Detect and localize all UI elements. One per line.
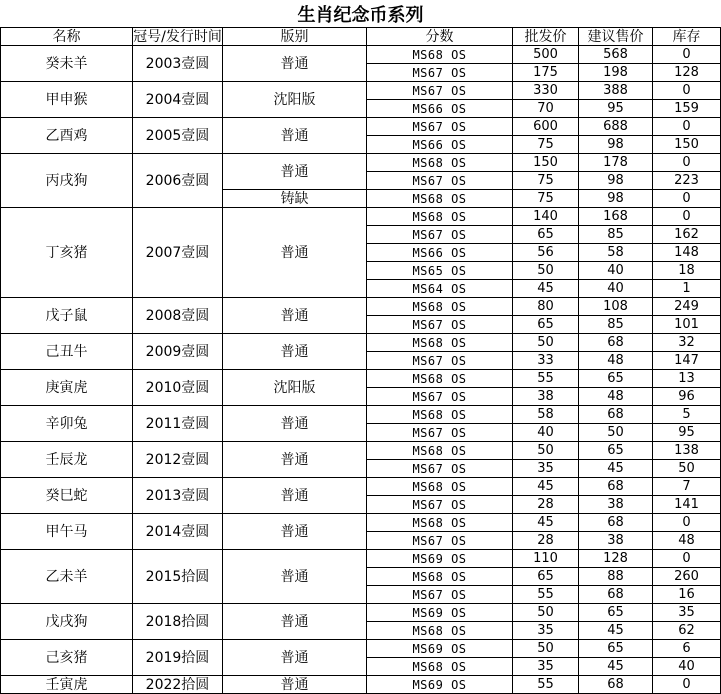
table-row xyxy=(1,334,721,352)
issue-year-cell: 2008壹圆 xyxy=(133,298,223,334)
retail-price-cell: 98 xyxy=(579,190,653,208)
retail-price-cell: 688 xyxy=(579,118,653,136)
retail-price-cell: 178 xyxy=(579,154,653,172)
retail-price-cell: 68 xyxy=(579,514,653,532)
issue-year-cell: 2014壹圆 xyxy=(133,514,223,550)
coin-name-cell: 庚寅虎 xyxy=(1,370,133,406)
retail-price-cell: 45 xyxy=(579,658,653,676)
coin-name-cell: 辛卯兔 xyxy=(1,406,133,442)
version-cell: 普通 xyxy=(223,514,367,550)
stock-cell: 141 xyxy=(653,496,721,514)
wholesale-price-cell: 55 xyxy=(513,586,579,604)
table-row xyxy=(1,676,721,694)
retail-price-cell: 50 xyxy=(579,424,653,442)
grade-cell: MS66 OS xyxy=(367,244,513,262)
wholesale-price-cell: 28 xyxy=(513,496,579,514)
stock-cell: 0 xyxy=(653,190,721,208)
table-row xyxy=(1,46,721,64)
version-cell: 普通 xyxy=(223,298,367,334)
coin-name-cell: 己丑牛 xyxy=(1,334,133,370)
header-name: 名称 xyxy=(1,28,133,46)
stock-cell: 62 xyxy=(653,622,721,640)
issue-year-cell: 2012壹圆 xyxy=(133,442,223,478)
grade-cell: MS69 OS xyxy=(367,604,513,622)
wholesale-price-cell: 50 xyxy=(513,604,579,622)
issue-year-cell: 2006壹圆 xyxy=(133,154,223,208)
issue-year-cell: 2011壹圆 xyxy=(133,406,223,442)
issue-year-cell: 2013壹圆 xyxy=(133,478,223,514)
grade-cell: MS68 OS xyxy=(367,622,513,640)
retail-price-cell: 98 xyxy=(579,136,653,154)
grade-cell: MS68 OS xyxy=(367,208,513,226)
table-row xyxy=(1,118,721,136)
coin-name-cell: 戊戌狗 xyxy=(1,604,133,640)
retail-price-cell: 68 xyxy=(579,406,653,424)
grade-cell: MS67 OS xyxy=(367,424,513,442)
grade-cell: MS67 OS xyxy=(367,172,513,190)
retail-price-cell: 58 xyxy=(579,244,653,262)
retail-price-cell: 568 xyxy=(579,46,653,64)
grade-cell: MS69 OS xyxy=(367,640,513,658)
table-row xyxy=(1,442,721,460)
table-row xyxy=(1,604,721,622)
coin-name-cell: 丁亥猪 xyxy=(1,208,133,298)
wholesale-price-cell: 50 xyxy=(513,262,579,280)
stock-cell: 128 xyxy=(653,64,721,82)
version-cell: 普通 xyxy=(223,640,367,676)
grade-cell: MS68 OS xyxy=(367,568,513,586)
stock-cell: 48 xyxy=(653,532,721,550)
wholesale-price-cell: 35 xyxy=(513,658,579,676)
retail-price-cell: 108 xyxy=(579,298,653,316)
wholesale-price-cell: 80 xyxy=(513,298,579,316)
retail-price-cell: 95 xyxy=(579,100,653,118)
wholesale-price-cell: 140 xyxy=(513,208,579,226)
version-cell: 沈阳版 xyxy=(223,370,367,406)
wholesale-price-cell: 40 xyxy=(513,424,579,442)
wholesale-price-cell: 150 xyxy=(513,154,579,172)
wholesale-price-cell: 110 xyxy=(513,550,579,568)
version-cell: 普通 xyxy=(223,442,367,478)
wholesale-price-cell: 50 xyxy=(513,640,579,658)
stock-cell: 0 xyxy=(653,514,721,532)
wholesale-price-cell: 65 xyxy=(513,226,579,244)
stock-cell: 7 xyxy=(653,478,721,496)
coin-name-cell: 己亥猪 xyxy=(1,640,133,676)
retail-price-cell: 45 xyxy=(579,622,653,640)
wholesale-price-cell: 58 xyxy=(513,406,579,424)
version-cell: 普通 xyxy=(223,550,367,604)
version-cell: 普通 xyxy=(223,118,367,154)
retail-price-cell: 38 xyxy=(579,496,653,514)
wholesale-price-cell: 45 xyxy=(513,478,579,496)
table-body xyxy=(1,46,721,694)
wholesale-price-cell: 35 xyxy=(513,622,579,640)
issue-year-cell: 2015拾圆 xyxy=(133,550,223,604)
grade-cell: MS68 OS xyxy=(367,154,513,172)
header-wholesale: 批发价 xyxy=(513,28,579,46)
retail-price-cell: 85 xyxy=(579,316,653,334)
version-cell: 普通 xyxy=(223,208,367,298)
retail-price-cell: 38 xyxy=(579,532,653,550)
issue-year-cell: 2007壹圆 xyxy=(133,208,223,298)
version-cell: 普通 xyxy=(223,406,367,442)
header-row xyxy=(1,28,721,46)
table-row xyxy=(1,154,721,172)
stock-cell: 162 xyxy=(653,226,721,244)
table-row xyxy=(1,550,721,568)
coin-name-cell: 壬寅虎 xyxy=(1,676,133,694)
grade-cell: MS68 OS xyxy=(367,46,513,64)
stock-cell: 0 xyxy=(653,46,721,64)
wholesale-price-cell: 50 xyxy=(513,442,579,460)
grade-cell: MS67 OS xyxy=(367,586,513,604)
table-row xyxy=(1,406,721,424)
stock-cell: 0 xyxy=(653,550,721,568)
retail-price-cell: 65 xyxy=(579,604,653,622)
table-row xyxy=(1,208,721,226)
stock-cell: 35 xyxy=(653,604,721,622)
stock-cell: 150 xyxy=(653,136,721,154)
stock-cell: 147 xyxy=(653,352,721,370)
coin-name-cell: 癸巳蛇 xyxy=(1,478,133,514)
sheet-title: 生肖纪念币系列 xyxy=(297,4,424,26)
wholesale-price-cell: 75 xyxy=(513,136,579,154)
stock-cell: 249 xyxy=(653,298,721,316)
grade-cell: MS65 OS xyxy=(367,262,513,280)
stock-cell: 95 xyxy=(653,424,721,442)
grade-cell: MS64 OS xyxy=(367,280,513,298)
issue-year-cell: 2022拾圆 xyxy=(133,676,223,694)
stock-cell: 1 xyxy=(653,280,721,298)
grade-cell: MS67 OS xyxy=(367,118,513,136)
stock-cell: 148 xyxy=(653,244,721,262)
grade-cell: MS69 OS xyxy=(367,550,513,568)
header-year: 冠号/发行时间 xyxy=(133,28,222,45)
wholesale-price-cell: 35 xyxy=(513,460,579,478)
issue-year-cell: 2010壹圆 xyxy=(133,370,223,406)
retail-price-cell: 88 xyxy=(579,568,653,586)
issue-year-cell: 2003壹圆 xyxy=(133,46,223,82)
version-cell: 普通 xyxy=(223,46,367,82)
grade-cell: MS69 OS xyxy=(367,676,513,694)
issue-year-cell: 2004壹圆 xyxy=(133,82,223,118)
table-row xyxy=(1,478,721,496)
wholesale-price-cell: 500 xyxy=(513,46,579,64)
coin-name-cell: 乙未羊 xyxy=(1,550,133,604)
stock-cell: 16 xyxy=(653,586,721,604)
stock-cell: 96 xyxy=(653,388,721,406)
retail-price-cell: 48 xyxy=(579,352,653,370)
wholesale-price-cell: 600 xyxy=(513,118,579,136)
retail-price-cell: 68 xyxy=(579,334,653,352)
retail-price-cell: 68 xyxy=(579,586,653,604)
grade-cell: MS67 OS xyxy=(367,352,513,370)
wholesale-price-cell: 45 xyxy=(513,280,579,298)
stock-cell: 0 xyxy=(653,118,721,136)
wholesale-price-cell: 50 xyxy=(513,334,579,352)
stock-cell: 0 xyxy=(653,154,721,172)
grade-cell: MS68 OS xyxy=(367,658,513,676)
stock-cell: 0 xyxy=(653,82,721,100)
table-row xyxy=(1,370,721,388)
wholesale-price-cell: 56 xyxy=(513,244,579,262)
version-cell: 铸缺 xyxy=(223,190,367,208)
coin-name-cell: 戊子鼠 xyxy=(1,298,133,334)
stock-cell: 159 xyxy=(653,100,721,118)
header-version: 版别 xyxy=(223,28,367,46)
version-cell: 沈阳版 xyxy=(223,82,367,118)
stock-cell: 0 xyxy=(653,208,721,226)
grade-cell: MS67 OS xyxy=(367,532,513,550)
table-row xyxy=(1,82,721,100)
stock-cell: 223 xyxy=(653,172,721,190)
retail-price-cell: 388 xyxy=(579,82,653,100)
grade-cell: MS68 OS xyxy=(367,370,513,388)
stock-cell: 18 xyxy=(653,262,721,280)
coin-name-cell: 甲午马 xyxy=(1,514,133,550)
table-row xyxy=(1,298,721,316)
retail-price-cell: 85 xyxy=(579,226,653,244)
retail-price-cell: 65 xyxy=(579,640,653,658)
retail-price-cell: 40 xyxy=(579,280,653,298)
version-cell: 普通 xyxy=(223,154,367,190)
grade-cell: MS67 OS xyxy=(367,82,513,100)
stock-cell: 32 xyxy=(653,334,721,352)
retail-price-cell: 40 xyxy=(579,262,653,280)
stock-cell: 138 xyxy=(653,442,721,460)
grade-cell: MS68 OS xyxy=(367,298,513,316)
version-cell: 普通 xyxy=(223,604,367,640)
grade-cell: MS68 OS xyxy=(367,190,513,208)
wholesale-price-cell: 75 xyxy=(513,172,579,190)
grade-cell: MS68 OS xyxy=(367,406,513,424)
retail-price-cell: 128 xyxy=(579,550,653,568)
header-stock: 库存 xyxy=(653,28,721,46)
grade-cell: MS68 OS xyxy=(367,478,513,496)
wholesale-price-cell: 70 xyxy=(513,100,579,118)
header-retail: 建议售价 xyxy=(579,28,653,46)
wholesale-price-cell: 55 xyxy=(513,370,579,388)
wholesale-price-cell: 75 xyxy=(513,190,579,208)
retail-price-cell: 48 xyxy=(579,388,653,406)
grade-cell: MS67 OS xyxy=(367,460,513,478)
retail-price-cell: 68 xyxy=(579,676,653,694)
coin-name-cell: 甲申猴 xyxy=(1,82,133,118)
stock-cell: 260 xyxy=(653,568,721,586)
grade-cell: MS68 OS xyxy=(367,334,513,352)
table-row xyxy=(1,514,721,532)
grade-cell: MS67 OS xyxy=(367,316,513,334)
stock-cell: 6 xyxy=(653,640,721,658)
retail-price-cell: 65 xyxy=(579,370,653,388)
coin-table xyxy=(0,27,721,694)
version-cell: 普通 xyxy=(223,334,367,370)
wholesale-price-cell: 38 xyxy=(513,388,579,406)
retail-price-cell: 68 xyxy=(579,478,653,496)
table-row xyxy=(1,640,721,658)
coin-name-cell: 乙酉鸡 xyxy=(1,118,133,154)
stock-cell: 5 xyxy=(653,406,721,424)
retail-price-cell: 198 xyxy=(579,64,653,82)
retail-price-cell: 168 xyxy=(579,208,653,226)
wholesale-price-cell: 55 xyxy=(513,676,579,694)
stock-cell: 101 xyxy=(653,316,721,334)
wholesale-price-cell: 65 xyxy=(513,316,579,334)
grade-cell: MS67 OS xyxy=(367,496,513,514)
stock-cell: 50 xyxy=(653,460,721,478)
issue-year-cell: 2005壹圆 xyxy=(133,118,223,154)
version-cell: 普通 xyxy=(223,676,367,694)
header-grade: 分数 xyxy=(367,28,513,46)
stock-cell: 40 xyxy=(653,658,721,676)
wholesale-price-cell: 45 xyxy=(513,514,579,532)
issue-year-cell: 2018拾圆 xyxy=(133,604,223,640)
stock-cell: 0 xyxy=(653,676,721,694)
retail-price-cell: 98 xyxy=(579,172,653,190)
grade-cell: MS66 OS xyxy=(367,136,513,154)
wholesale-price-cell: 28 xyxy=(513,532,579,550)
retail-price-cell: 45 xyxy=(579,460,653,478)
grade-cell: MS67 OS xyxy=(367,226,513,244)
stock-cell: 13 xyxy=(653,370,721,388)
wholesale-price-cell: 65 xyxy=(513,568,579,586)
coin-name-cell: 壬辰龙 xyxy=(1,442,133,478)
grade-cell: MS67 OS xyxy=(367,64,513,82)
issue-year-cell: 2009壹圆 xyxy=(133,334,223,370)
coin-name-cell: 癸未羊 xyxy=(1,46,133,82)
wholesale-price-cell: 175 xyxy=(513,64,579,82)
grade-cell: MS66 OS xyxy=(367,100,513,118)
grade-cell: MS68 OS xyxy=(367,514,513,532)
grade-cell: MS67 OS xyxy=(367,388,513,406)
issue-year-cell: 2019拾圆 xyxy=(133,640,223,676)
retail-price-cell: 65 xyxy=(579,442,653,460)
wholesale-price-cell: 33 xyxy=(513,352,579,370)
wholesale-price-cell: 330 xyxy=(513,82,579,100)
coin-name-cell: 丙戌狗 xyxy=(1,154,133,208)
grade-cell: MS68 OS xyxy=(367,442,513,460)
version-cell: 普通 xyxy=(223,478,367,514)
